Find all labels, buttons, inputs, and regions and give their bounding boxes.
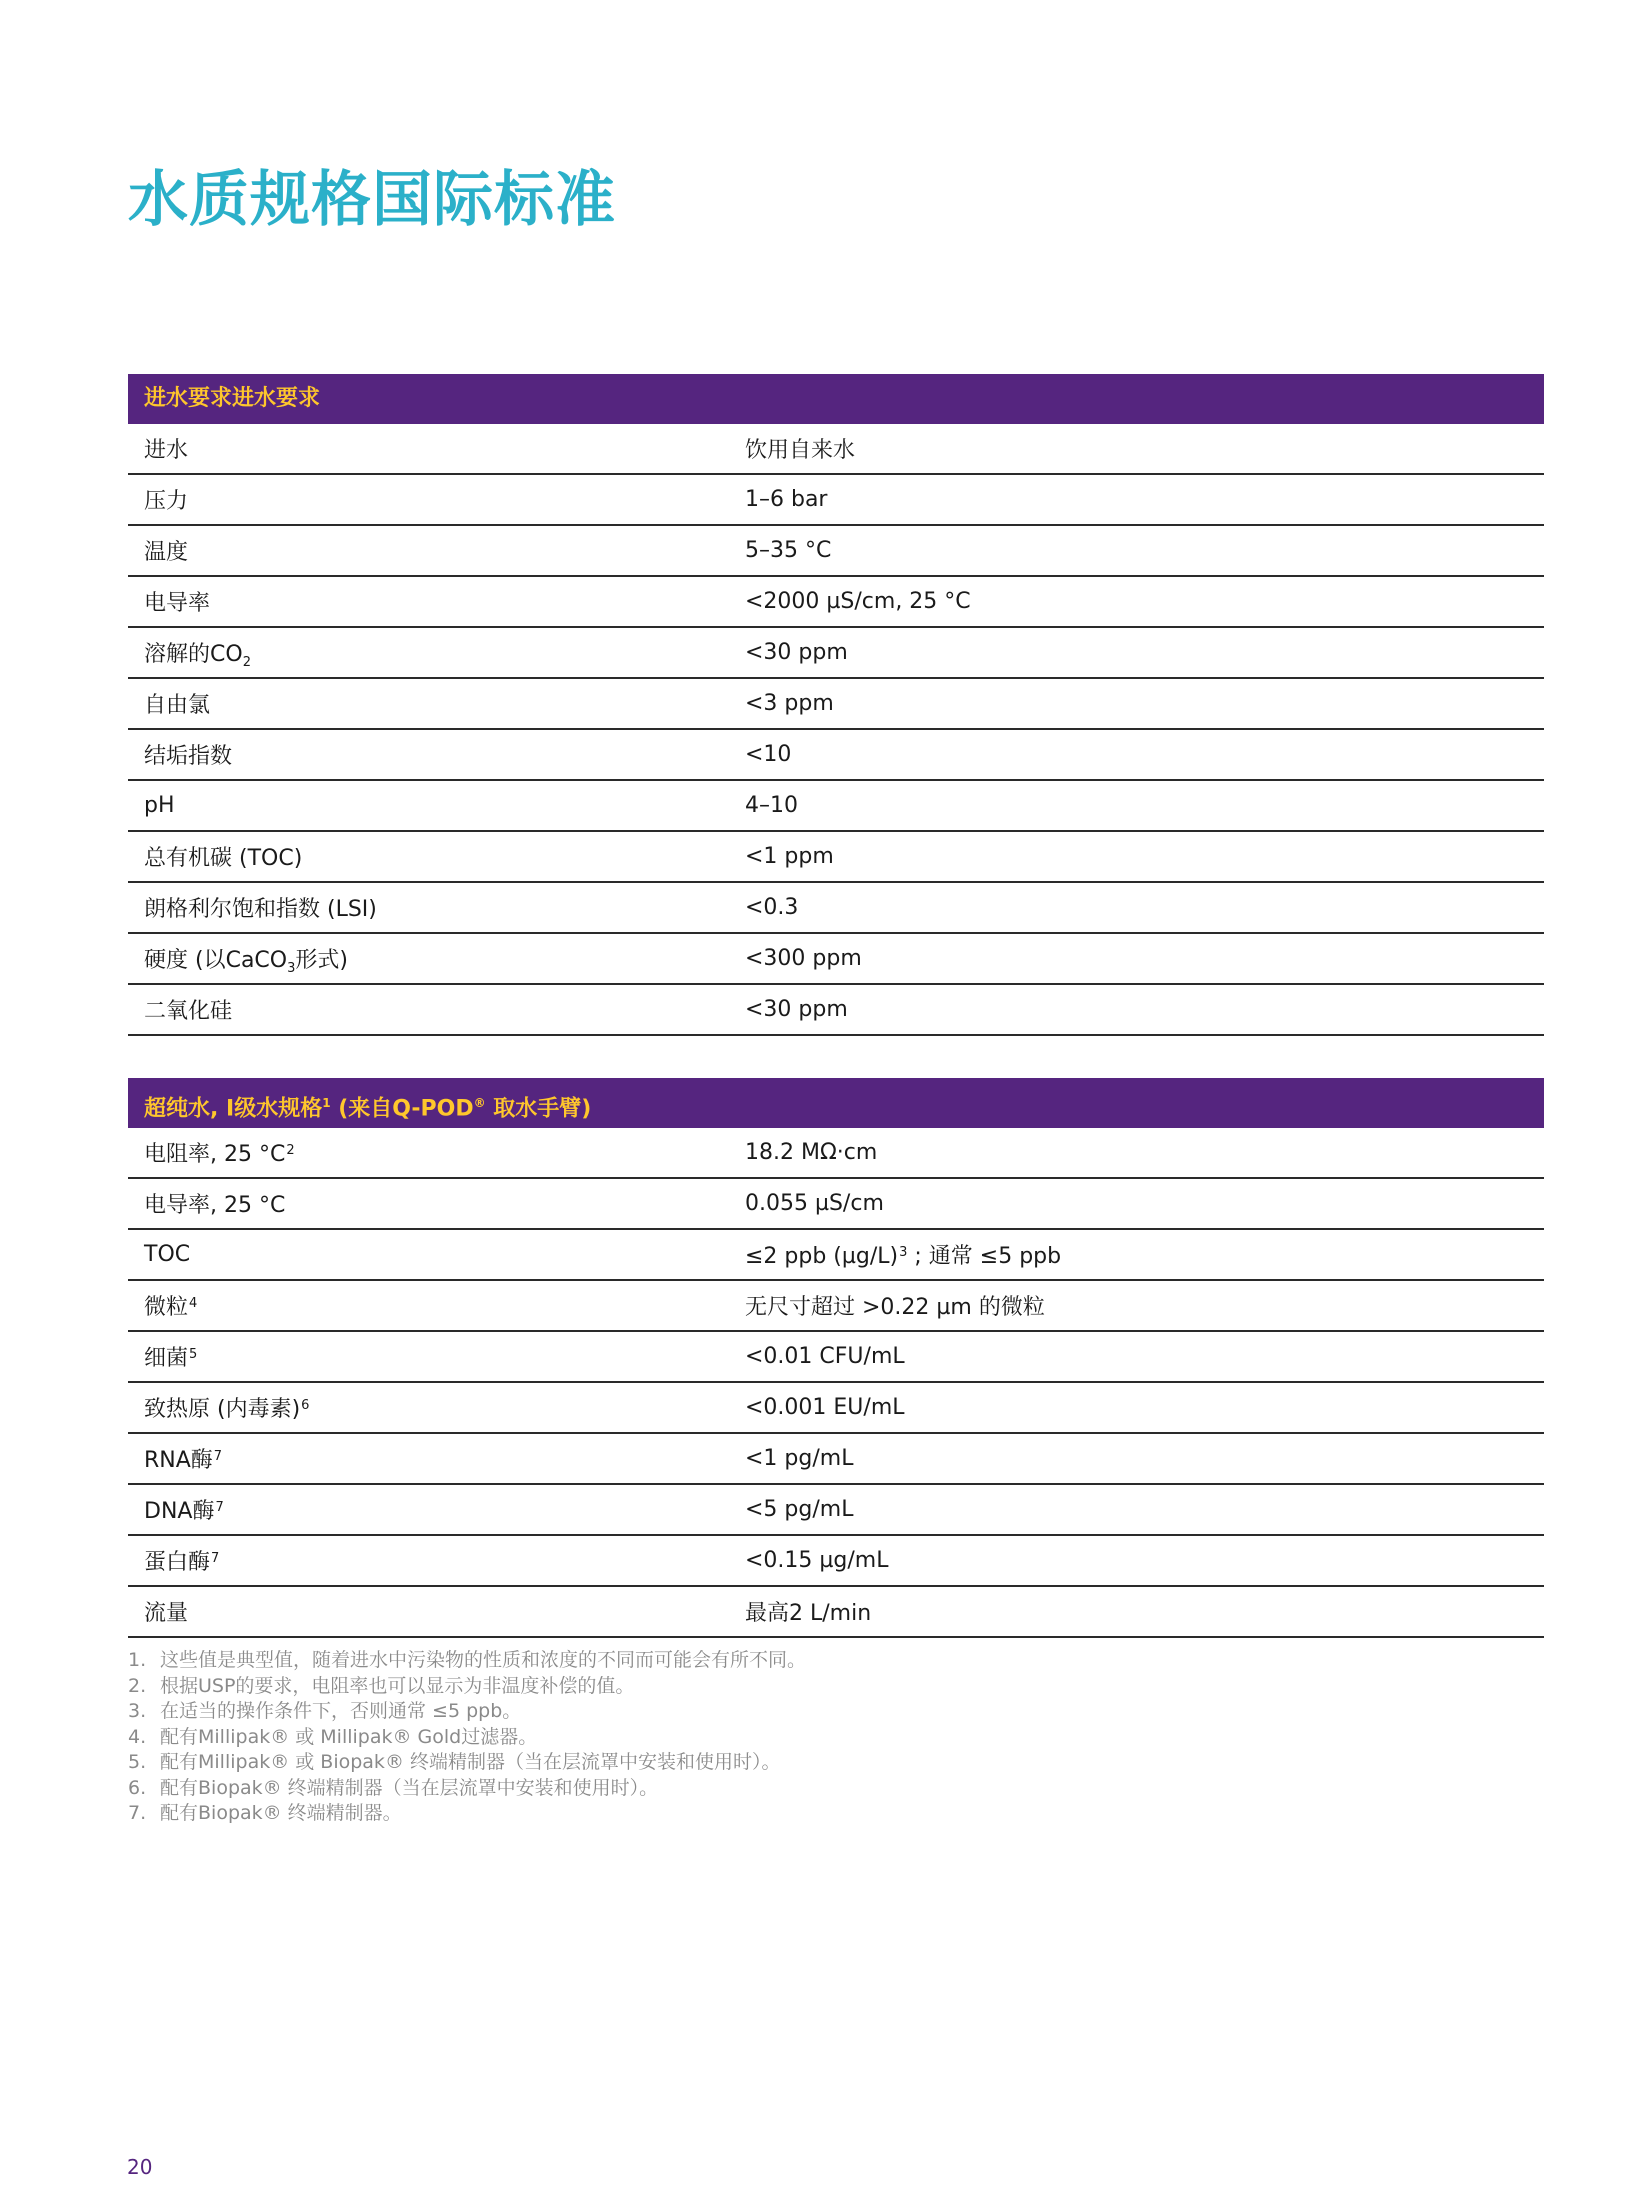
table-body [128, 424, 1544, 1036]
footnote-number: 5. [128, 1751, 147, 1773]
footnote-item [128, 1801, 806, 1827]
ultrapure-water-table [128, 1078, 1544, 1638]
row-value-text: <3 ppm [745, 691, 834, 716]
row-label [128, 1188, 745, 1219]
row-label-text: 电导率, 25 °C [144, 1193, 286, 1218]
row-value-text: <30 ppm [745, 997, 848, 1022]
row-value [745, 487, 1544, 512]
row-label-text: 致热原 (内毒素) [144, 1397, 301, 1422]
row-label-text: 结垢指数 [144, 744, 233, 769]
table-row [128, 1281, 1544, 1332]
row-value [745, 895, 1544, 920]
row-value-text: 最高2 L/min [745, 1601, 872, 1626]
registered-mark: ® [473, 1096, 486, 1110]
row-label [128, 892, 745, 923]
footnote-number: 7. [128, 1802, 147, 1824]
row-value-text: 0.055 µS/cm [745, 1191, 884, 1216]
row-value-text: <300 ppm [745, 946, 862, 971]
row-label [128, 1242, 745, 1267]
row-value [745, 742, 1544, 767]
footnote-text: 在适当的操作条件下，否则通常 ≤5 ppb。 [160, 1700, 522, 1722]
row-label-text: TOC [144, 1242, 191, 1267]
footnote-ref: 7 [211, 1551, 220, 1566]
row-label [128, 637, 745, 668]
footnote-item [128, 1776, 806, 1802]
footnote-item [128, 1725, 806, 1751]
row-value-text: 1–6 bar [745, 487, 828, 512]
row-value [745, 1497, 1544, 1522]
row-label-text: 进水 [144, 438, 189, 463]
row-value [745, 1344, 1544, 1369]
footnote-ref: 1 [322, 1096, 331, 1110]
subscript: 3 [287, 961, 296, 976]
table-body [128, 1128, 1544, 1638]
table-row [128, 1587, 1544, 1638]
row-value-text: 饮用自来水 [745, 438, 856, 463]
row-value-text: <0.001 EU/mL [745, 1395, 905, 1420]
page-title: 水质规格国际标准 [128, 165, 616, 235]
row-label-text: 溶解的CO [144, 642, 243, 667]
table-row [128, 1230, 1544, 1281]
table-row [128, 934, 1544, 985]
table-row [128, 1179, 1544, 1230]
row-value [745, 1239, 1544, 1270]
row-value [745, 997, 1544, 1022]
row-label [128, 586, 745, 617]
row-label [128, 1596, 745, 1627]
table-row [128, 526, 1544, 577]
footnote-item [128, 1699, 806, 1725]
row-value [745, 538, 1544, 563]
footnote-ref: 4 [189, 1296, 198, 1311]
row-label-text: 朗格利尔饱和指数 (LSI) [144, 897, 377, 922]
row-label [128, 739, 745, 770]
row-value-text: <0.15 µg/mL [745, 1548, 889, 1573]
row-label-text: 自由氯 [144, 693, 211, 718]
table-header-text: (来自Q-POD [330, 1096, 474, 1122]
row-label-text: 流量 [144, 1601, 189, 1626]
row-label-text: 压力 [144, 489, 189, 514]
row-value [745, 691, 1544, 716]
row-label [128, 1494, 745, 1525]
footnote-text: 根据USP的要求，电阻率也可以显示为非温度补偿的值。 [160, 1674, 635, 1697]
footnote-text: 配有Biopak® 终端精制器。 [160, 1802, 402, 1824]
row-value [745, 1446, 1544, 1471]
footnote-text: 这些值是典型值，随着进水中污染物的性质和浓度的不同而可能会有所不同。 [160, 1649, 807, 1671]
footnote-ref: 3 [899, 1245, 908, 1260]
footnote-ref: 7 [215, 1500, 224, 1515]
table-row [128, 730, 1544, 781]
row-label-text: 温度 [144, 540, 189, 565]
row-value [745, 1395, 1544, 1420]
row-value-text: <1 pg/mL [745, 1446, 854, 1471]
row-value [745, 946, 1544, 971]
row-value-text: ≤2 ppb (µg/L) [745, 1244, 899, 1269]
row-value [745, 1548, 1544, 1573]
row-label [128, 484, 745, 515]
row-label-text: 微粒 [144, 1295, 189, 1320]
footnote-text: 配有Biopak® 终端精制器（当在层流罩中安装和使用时）。 [160, 1776, 659, 1799]
row-label-text: 电阻率, 25 °C [144, 1142, 286, 1167]
row-label [128, 433, 745, 464]
row-value-text: 4–10 [745, 793, 798, 818]
row-label-text: 硬度 (以CaCO [144, 948, 288, 973]
row-label-text: 蛋白酶 [144, 1550, 211, 1575]
row-value [745, 433, 1544, 464]
table-row [128, 679, 1544, 730]
table-row [128, 1434, 1544, 1485]
footnote-number: 3. [128, 1700, 147, 1722]
row-label [128, 688, 745, 719]
row-label [128, 1443, 745, 1474]
row-label [128, 793, 745, 818]
table-row [128, 1332, 1544, 1383]
table-header-text: 超纯水, I级水规格 [144, 1096, 323, 1122]
row-value-text: <1 ppm [745, 844, 834, 869]
table-row [128, 424, 1544, 475]
row-value [745, 793, 1544, 818]
table-row [128, 832, 1544, 883]
footnote-number: 1. [128, 1649, 147, 1671]
table-header [128, 374, 1544, 424]
footnote-number: 6. [128, 1776, 147, 1799]
row-label-text: pH [144, 793, 175, 818]
row-label-text: DNA酶 [144, 1499, 215, 1524]
table-header-text: 取水手臂) [485, 1096, 592, 1122]
row-label-text: 细菌 [144, 1346, 189, 1371]
row-label [128, 943, 745, 974]
row-label [128, 1545, 745, 1576]
table-row [128, 628, 1544, 679]
row-value-text: <2000 µS/cm, 25 °C [745, 589, 971, 614]
row-value [745, 1140, 1544, 1165]
footnote-item [128, 1674, 806, 1700]
footnote-ref: 5 [189, 1347, 198, 1362]
table-row [128, 1128, 1544, 1179]
feed-water-table [128, 374, 1544, 1036]
row-label-text: 总有机碳 (TOC) [144, 846, 303, 871]
footnote-ref: 6 [301, 1398, 310, 1413]
table-row [128, 883, 1544, 934]
footnote-number: 4. [128, 1725, 147, 1748]
table-row [128, 1485, 1544, 1536]
row-label [128, 1341, 745, 1372]
footnote-text: 配有Millipak® 或 Biopak® 终端精制器（当在层流罩中安装和使用时）。 [160, 1751, 781, 1773]
row-value [745, 1191, 1544, 1216]
row-value-text: <0.3 [745, 895, 799, 920]
row-label [128, 535, 745, 566]
row-label-text: 电导率 [144, 591, 211, 616]
row-label [128, 1290, 745, 1321]
row-value-text: <30 ppm [745, 640, 848, 665]
row-label [128, 994, 745, 1025]
footnote-item [128, 1750, 806, 1776]
row-value-text: 无尺寸超过 >0.22 µm 的微粒 [745, 1295, 1045, 1320]
row-value [745, 1290, 1544, 1321]
row-label-text: 二氧化硅 [144, 999, 233, 1024]
subscript: 2 [242, 655, 251, 670]
table-header-text: 进水要求进水要求 [144, 386, 321, 411]
row-label [128, 1392, 745, 1423]
row-label [128, 841, 745, 872]
row-value-text: <10 [745, 742, 792, 767]
row-value [745, 844, 1544, 869]
footnote-ref: 7 [213, 1449, 223, 1464]
footnote-ref: 2 [286, 1143, 295, 1158]
footnote-item [128, 1648, 806, 1674]
row-value-text: 18.2 MΩ·cm [745, 1140, 878, 1165]
footnote-number: 2. [128, 1674, 147, 1697]
table-row [128, 781, 1544, 832]
row-label-text: 形式) [295, 948, 348, 973]
row-label-text: RNA酶 [144, 1448, 213, 1473]
table-row [128, 1383, 1544, 1434]
row-value-text: ; 通常 ≤5 ppb [907, 1244, 1062, 1269]
page-number: 20 [127, 2155, 153, 2179]
row-value [745, 640, 1544, 665]
table-row [128, 1536, 1544, 1587]
footnotes [128, 1648, 806, 1827]
row-value-text: <0.01 CFU/mL [745, 1344, 905, 1369]
table-header [128, 1078, 1544, 1128]
table-row [128, 577, 1544, 628]
table-row [128, 475, 1544, 526]
footnote-text: 配有Millipak® 或 Millipak® Gold过滤器。 [160, 1725, 538, 1748]
row-value-text: 5–35 °C [745, 538, 832, 563]
row-label [128, 1137, 745, 1168]
row-value [745, 1596, 1544, 1627]
row-value-text: <5 pg/mL [745, 1497, 854, 1522]
table-row [128, 985, 1544, 1036]
row-value [745, 589, 1544, 614]
